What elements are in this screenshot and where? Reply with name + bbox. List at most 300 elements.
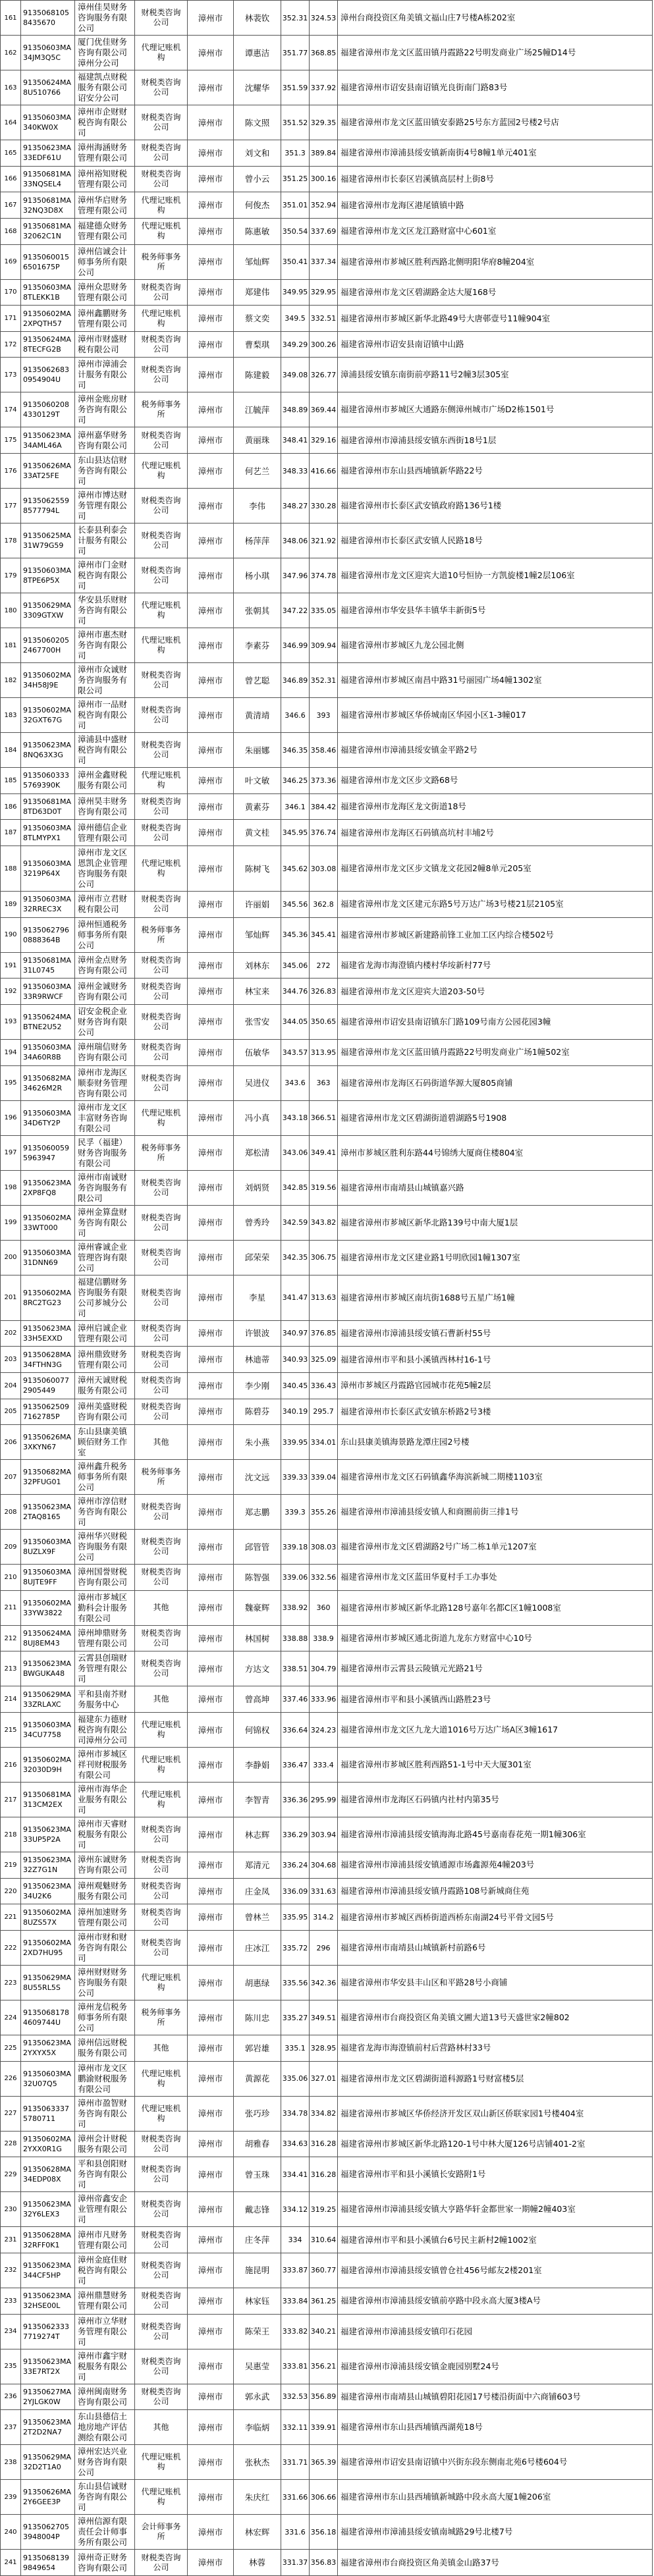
row-index: 238	[1, 2445, 21, 2480]
city: 漳州市	[188, 1878, 234, 1904]
table-row	[1, 1372, 653, 1399]
company-name: 漳州金鑫财税服务有限公司	[75, 768, 135, 794]
score-2: 376.85	[310, 1320, 338, 1347]
score-1: 343.18	[281, 1100, 310, 1135]
address: 福建省漳州市龙文区碧湖路2号广场二栋1单元1207室	[338, 1530, 653, 1565]
address: 福建省漳州市龙文区建业路1号明欣园1幢1307室	[338, 1240, 653, 1275]
address: 福建省漳州市诏安县南诏镇光良街南门路83号	[338, 70, 653, 105]
city: 漳州市	[188, 1100, 234, 1135]
city: 漳州市	[188, 1530, 234, 1565]
table-row	[1, 1783, 653, 1817]
score-2: 368.85	[310, 36, 338, 70]
address: 福建省漳州市平和县小溪镇长安路附1号	[338, 2157, 653, 2192]
table-row	[1, 2550, 653, 2576]
row-index: 200	[1, 1240, 21, 1275]
address: 福建省漳州市漳浦县绥安镇丹霞路108号新城商住苑	[338, 1878, 653, 1904]
credit-code: 91350628MA32RFF0K1	[21, 2227, 75, 2253]
company-name: 漳州嘉华财务咨询有限公司	[75, 427, 135, 454]
address: 福建省漳州市龙文区迎宾大道203-50号	[338, 979, 653, 1005]
city: 漳州市	[188, 2550, 234, 2576]
company-name: 福建信鹏财务咨询服务有限公司芗城分公司	[75, 1275, 135, 1320]
credit-code: 91350623MA344CF5HP	[21, 2253, 75, 2288]
score-1: 351.3	[281, 140, 310, 167]
address: 福建省漳州市龙文区碧湖街道碧湖路5号1908	[338, 1100, 653, 1135]
contact-person: 黄丽珠	[234, 427, 281, 454]
agency-type: 财税类咨询公司	[135, 698, 188, 733]
score-1: 333.82	[281, 2314, 310, 2349]
contact-person: 叶文敏	[234, 768, 281, 794]
score-1: 335.27	[281, 2000, 310, 2035]
city: 漳州市	[188, 1065, 234, 1100]
address: 福建省龙海市海澄镇前村后营路林村33号	[338, 2035, 653, 2062]
score-1: 351.77	[281, 36, 310, 70]
row-index: 208	[1, 1495, 21, 1530]
contact-person: 庄金凤	[234, 1878, 281, 1904]
contact-person: 庄冰江	[234, 1931, 281, 1966]
score-2: 337.34	[310, 244, 338, 279]
company-name: 漳州市博达财务管理有限公司	[75, 489, 135, 523]
table-row	[1, 2349, 653, 2384]
contact-person: 郑建伟	[234, 279, 281, 306]
contact-person: 郭永武	[234, 2384, 281, 2410]
company-name: 漳州帝鑫安企业管理有限公司	[75, 2192, 135, 2227]
contact-person: 陈川忠	[234, 2000, 281, 2035]
row-index: 184	[1, 733, 21, 768]
score-2: 373.36	[310, 768, 338, 794]
row-index: 216	[1, 1748, 21, 1783]
contact-person: 黄源花	[234, 2061, 281, 2096]
address: 漳州市芗城区丹霞路官园城市花苑5幢2层	[338, 1372, 653, 1399]
score-2: 334.01	[310, 1425, 338, 1460]
agency-type: 财税类咨询公司	[135, 1565, 188, 1591]
table-body	[1, 1, 653, 2576]
agency-type: 代理记账机构	[135, 1748, 188, 1783]
company-name: 漳州信远财税服务有限公司	[75, 2035, 135, 2062]
city: 漳州市	[188, 1240, 234, 1275]
contact-person: 江毓萍	[234, 392, 281, 427]
score-1: 338.51	[281, 1651, 310, 1686]
credit-code: 91350624MA8U510766	[21, 70, 75, 105]
table-row	[1, 1039, 653, 1065]
address: 福建省漳州市龙文区步文路68号	[338, 768, 653, 794]
address: 福建省漳州市漳浦县绥安镇曾仓社456号邮友2楼201室	[338, 2253, 653, 2288]
company-name: 漳州金诚财务咨询有限公司	[75, 979, 135, 1005]
company-name: 漳州财财财务咨询服务有限公司	[75, 1966, 135, 2000]
city: 漳州市	[188, 1817, 234, 1852]
table-row	[1, 36, 653, 70]
table-row	[1, 1931, 653, 1966]
table-row	[1, 892, 653, 918]
score-1: 348.33	[281, 454, 310, 489]
row-index: 172	[1, 331, 21, 358]
company-name: 漳州德信企业管理有限公司	[75, 820, 135, 846]
score-1: 331.37	[281, 2550, 310, 2576]
company-name: 厦门优佳财务咨询有限公司漳州分公司	[75, 36, 135, 70]
city: 漳州市	[188, 2384, 234, 2410]
table-row	[1, 1565, 653, 1591]
contact-person: 张巧珍	[234, 2096, 281, 2131]
address: 福建省漳州市龙文区建元东路5号万达广场3号楼21层2105室	[338, 892, 653, 918]
table-row	[1, 733, 653, 768]
score-2: 306.66	[310, 2480, 338, 2515]
score-2: 300.26	[310, 331, 338, 358]
contact-person: 杨萍萍	[234, 523, 281, 558]
credit-code: 91350625598577794L	[21, 489, 75, 523]
contact-person: 杨小琪	[234, 558, 281, 593]
city: 漳州市	[188, 140, 234, 167]
city: 漳州市	[188, 2410, 234, 2445]
contact-person: 邹灿辉	[234, 917, 281, 952]
company-name: 漳州华启财务管理有限公司	[75, 192, 135, 219]
score-2: 324.53	[310, 1, 338, 36]
agency-type: 代理记账机构	[135, 218, 188, 244]
company-name: 漳州坤鼎财务管理有限公司	[75, 1625, 135, 1651]
agency-type: 代理记账机构	[135, 846, 188, 892]
table-row	[1, 558, 653, 593]
agency-type: 财税类咨询公司	[135, 1625, 188, 1651]
score-1: 343.06	[281, 1135, 310, 1170]
city: 漳州市	[188, 1651, 234, 1686]
score-2: 342.36	[310, 1966, 338, 2000]
company-name: 漳州市海华企业服务有限公司	[75, 1783, 135, 1817]
contact-person: 曾高坤	[234, 1686, 281, 1713]
credit-code: 91350600595963947	[21, 1135, 75, 1170]
city: 漳州市	[188, 1686, 234, 1713]
company-name: 漳州启诚企业管理有限公司	[75, 1320, 135, 1347]
company-name: 漳州市淳信财务咨询有限公司	[75, 1495, 135, 1530]
table-row	[1, 1651, 653, 1686]
score-1: 345.62	[281, 846, 310, 892]
agency-type: 财税类咨询公司	[135, 663, 188, 698]
agency-type: 财税类咨询公司	[135, 793, 188, 820]
address: 福建省龙海市海澄镇内楼村华垵新村77号	[338, 952, 653, 979]
address: 福建省漳州市漳浦县绥安镇人和商圈前街三排1号	[338, 1495, 653, 1530]
address: 福建省漳州市南靖县山城镇碧阳花园17号楼沿街面中六商铺603号	[338, 2384, 653, 2410]
city: 漳州市	[188, 1039, 234, 1065]
score-2: 384.42	[310, 793, 338, 820]
address: 福建省漳州市华安县丰山区和平路28号小商铺	[338, 1966, 653, 2000]
score-2: 295.99	[310, 1783, 338, 1817]
row-index: 204	[1, 1372, 21, 1399]
table-row	[1, 306, 653, 332]
score-2: 365.39	[310, 2445, 338, 2480]
company-name: 华安县乐财财务咨询有限公司	[75, 593, 135, 628]
contact-person: 庄冬萍	[234, 2227, 281, 2253]
city: 漳州市	[188, 820, 234, 846]
score-2: 337.92	[310, 70, 338, 105]
credit-code: 91350623MA32Y6LEX3	[21, 2192, 75, 2227]
table-row	[1, 846, 653, 892]
row-index: 196	[1, 1100, 21, 1135]
contact-person: 曾秀玲	[234, 1205, 281, 1240]
agency-type: 财税类咨询公司	[135, 2349, 188, 2384]
company-name: 漳州闽南财务咨询有限公司	[75, 2384, 135, 2410]
city: 漳州市	[188, 192, 234, 219]
row-index: 164	[1, 105, 21, 140]
company-name: 漳州众思财务管理有限公司	[75, 279, 135, 306]
contact-person: 刘文和	[234, 140, 281, 167]
score-2: 306.75	[310, 1240, 338, 1275]
city: 漳州市	[188, 628, 234, 663]
address: 福建省漳州市东山县西埔镇西湖苑18号	[338, 2410, 653, 2445]
contact-person: 许银波	[234, 1320, 281, 1347]
address: 福建省漳州市龙文区碧湖路金达大厦168号	[338, 279, 653, 306]
contact-person: 黄文桂	[234, 820, 281, 846]
credit-code: 91350627960888364B	[21, 917, 75, 952]
agency-type: 代理记账机构	[135, 1783, 188, 1817]
credit-code: 91350626830954904U	[21, 358, 75, 392]
agency-type: 会计师事务所	[135, 2515, 188, 2550]
score-2: 366.51	[310, 1100, 338, 1135]
row-index: 237	[1, 2410, 21, 2445]
score-1: 339.95	[281, 1425, 310, 1460]
table-row	[1, 1, 653, 36]
row-index: 175	[1, 427, 21, 454]
credit-code: 91350682MA32PFUG01	[21, 1460, 75, 1495]
credit-code: 91350603MA8UJTE9FF	[21, 1565, 75, 1591]
agency-type: 财税类咨询公司	[135, 1240, 188, 1275]
score-1: 335.1	[281, 2035, 310, 2062]
score-2: 326.83	[310, 979, 338, 1005]
row-index: 220	[1, 1878, 21, 1904]
agency-type: 财税类咨询公司	[135, 820, 188, 846]
table-row	[1, 2480, 653, 2515]
address: 福建省漳州市漳浦县绥安镇南城路29号北楼7号	[338, 2515, 653, 2550]
city: 漳州市	[188, 489, 234, 523]
row-index: 166	[1, 166, 21, 192]
table-row	[1, 1966, 653, 2000]
score-1: 340.93	[281, 1347, 310, 1373]
credit-code: 91350600156501675P	[21, 244, 75, 279]
row-index: 241	[1, 2550, 21, 2576]
row-index: 171	[1, 306, 21, 332]
agency-type: 代理记账机构	[135, 306, 188, 332]
agency-type: 财税类咨询公司	[135, 1320, 188, 1347]
row-index: 212	[1, 1625, 21, 1651]
score-2: 329.16	[310, 427, 338, 454]
contact-person: 张朝其	[234, 593, 281, 628]
score-1: 333.87	[281, 2253, 310, 2288]
agency-type: 财税类咨询公司	[135, 1065, 188, 1100]
address: 福建省漳州市龙文区九龙大道1016号万达广场A区3幢1617	[338, 1713, 653, 1748]
score-2: 340.21	[310, 2314, 338, 2349]
city: 漳州市	[188, 2131, 234, 2157]
contact-person: 吴进仪	[234, 1065, 281, 1100]
address: 福建省漳州市东山县西埔镇新华路22号	[338, 454, 653, 489]
city: 漳州市	[188, 2192, 234, 2227]
credit-code: 91350624MA8TECFG2B	[21, 331, 75, 358]
table-row	[1, 2131, 653, 2157]
city: 漳州市	[188, 2000, 234, 2035]
score-2: 310.64	[310, 2227, 338, 2253]
row-index: 218	[1, 1817, 21, 1852]
credit-code: 91350603MA32U07Q5	[21, 2061, 75, 2096]
row-index: 203	[1, 1347, 21, 1373]
address: 福建省漳州市龙海区石码镇内社村内第35号	[338, 1783, 653, 1817]
row-index: 236	[1, 2384, 21, 2410]
company-name: 漳州市企财财税咨询有限公司	[75, 105, 135, 140]
table-row	[1, 1625, 653, 1651]
contact-person: 林家钰	[234, 2288, 281, 2314]
score-2: 416.66	[310, 454, 338, 489]
city: 漳州市	[188, 1625, 234, 1651]
company-name: 诏安金税企业财务咨询有限公司	[75, 1004, 135, 1039]
credit-code: 91350603MA34JM3Q5C	[21, 36, 75, 70]
score-2: 309.94	[310, 628, 338, 663]
score-2: 352.94	[310, 192, 338, 219]
company-name: 漳州海涵财务管理有限公司	[75, 140, 135, 167]
credit-code: 91350623337719274T	[21, 2314, 75, 2349]
score-1: 336.24	[281, 1852, 310, 1879]
agency-type: 税务师事务所	[135, 392, 188, 427]
company-name: 东山县达信财务咨询有限公司	[75, 454, 135, 489]
company-name: 平和县南芥财务服务中心	[75, 1686, 135, 1713]
contact-person: 胡惠绿	[234, 1966, 281, 2000]
address: 福建省漳州市芗城区九龙公园北侧	[338, 628, 653, 663]
city: 漳州市	[188, 846, 234, 892]
company-name: 漳州市财盛财税有限公司	[75, 331, 135, 358]
row-index: 191	[1, 952, 21, 979]
score-2: 319.56	[310, 1170, 338, 1205]
address: 福建省漳州市漳浦县绥安镇金平路2号	[338, 733, 653, 768]
city: 漳州市	[188, 979, 234, 1005]
score-2: 352.31	[310, 663, 338, 698]
address: 福建省漳州市漳浦县绥安镇海海北路45号嘉南春花苑一期1幢306室	[338, 1817, 653, 1852]
city: 漳州市	[188, 952, 234, 979]
row-index: 223	[1, 1966, 21, 2000]
credit-code: 91350603MA8TLMYPX1	[21, 820, 75, 846]
score-2: 304.79	[310, 1651, 338, 1686]
company-name: 东山县康美镇顾佰财务工作室	[75, 1425, 135, 1460]
table-row	[1, 1170, 653, 1205]
credit-code: 91350602MA33WT000	[21, 1205, 75, 1240]
contact-person: 林迪蒂	[234, 1347, 281, 1373]
row-index: 229	[1, 2157, 21, 2192]
agency-type: 财税类咨询公司	[135, 279, 188, 306]
score-2: 343.82	[310, 1205, 338, 1240]
contact-person: 陈树飞	[234, 846, 281, 892]
city: 漳州市	[188, 733, 234, 768]
contact-person: 李素芬	[234, 628, 281, 663]
contact-person: 刘林东	[234, 952, 281, 979]
score-2: 369.44	[310, 392, 338, 427]
company-name: 漳州市漳浦会计服务有限公司	[75, 358, 135, 392]
company-name: 漳州市鑫宇财税服务有限公司	[75, 2349, 135, 2384]
score-1: 344.76	[281, 979, 310, 1005]
credit-code: 91350629MA33ZRLAXC	[21, 1686, 75, 1713]
table-row	[1, 2035, 653, 2062]
contact-person: 魏豪辉	[234, 1590, 281, 1625]
city: 漳州市	[188, 1347, 234, 1373]
score-2: 329.35	[310, 105, 338, 140]
company-name: 漳州市财和财务咨询有限公司	[75, 1931, 135, 1966]
table-row	[1, 1004, 653, 1039]
company-name: 漳州加速财务管理有限公司	[75, 1904, 135, 1931]
score-2: 356.18	[310, 2515, 338, 2550]
score-2: 360.77	[310, 2253, 338, 2288]
table-row	[1, 917, 653, 952]
score-2: 349.41	[310, 1135, 338, 1170]
score-1: 345.36	[281, 917, 310, 952]
score-2: 304.68	[310, 1852, 338, 1879]
city: 漳州市	[188, 768, 234, 794]
agency-type: 财税类咨询公司	[135, 1399, 188, 1425]
company-name: 东山县信诚财务咨询有限公司	[75, 2480, 135, 2515]
table-row	[1, 1135, 653, 1170]
address: 漳州市芗城区胜利东路44号锦绣大厦商住楼804室	[338, 1135, 653, 1170]
contact-person: 张雪安	[234, 1004, 281, 1039]
credit-code: 91350603MA31DNN69	[21, 1240, 75, 1275]
credit-code: 91350623MA2T2D2NA7	[21, 2410, 75, 2445]
credit-code: 91350626MA33AT25FE	[21, 454, 75, 489]
row-index: 181	[1, 628, 21, 663]
score-1: 350.54	[281, 218, 310, 244]
city: 漳州市	[188, 523, 234, 558]
company-name: 漳浦县中盛财税咨询有限公司	[75, 733, 135, 768]
agency-type: 财税类咨询公司	[135, 331, 188, 358]
city: 漳州市	[188, 166, 234, 192]
table-row	[1, 628, 653, 663]
score-2: 339.04	[310, 1460, 338, 1495]
credit-code: 91350681MA33NQSEL4	[21, 166, 75, 192]
row-index: 179	[1, 558, 21, 593]
address: 福建省漳州市芗城区南坑街1688号五星广场1幢	[338, 1275, 653, 1320]
city: 漳州市	[188, 1399, 234, 1425]
table-row	[1, 2515, 653, 2550]
score-1: 349.5	[281, 306, 310, 332]
contact-person: 林裴钦	[234, 1, 281, 36]
score-1: 332.53	[281, 2384, 310, 2410]
address: 福建省漳州市漳浦县绥安镇大亨路华轩金都世家一期幢2幢403室	[338, 2192, 653, 2227]
row-index: 183	[1, 698, 21, 733]
row-index: 190	[1, 917, 21, 952]
row-index: 174	[1, 392, 21, 427]
table-row	[1, 1530, 653, 1565]
credit-code: 91350681MA32NQ3D8X	[21, 192, 75, 219]
table-row	[1, 2227, 653, 2253]
credit-code: 91350602MA32030D9H	[21, 1748, 75, 1783]
address: 漳浦县绥安镇东南街前亭路11号2幢3层305室	[338, 358, 653, 392]
agency-type: 财税类咨询公司	[135, 1931, 188, 1966]
score-1: 331.66	[281, 2480, 310, 2515]
contact-person: 李智青	[234, 1783, 281, 1817]
score-1: 338.88	[281, 1625, 310, 1651]
city: 漳州市	[188, 1425, 234, 1460]
credit-code: 91350603335769390K	[21, 768, 75, 794]
agency-type: 财税类咨询公司	[135, 1495, 188, 1530]
address: 福建省漳州市芗城区通北街道九龙东方财富中心10号	[338, 1625, 653, 1651]
credit-code: 91350681784609744U	[21, 2000, 75, 2035]
contact-person: 谭惠洁	[234, 36, 281, 70]
credit-code: 91350603MA34A60R8B	[21, 1039, 75, 1065]
company-name: 漳州东诚财务咨询有限公司	[75, 1852, 135, 1879]
address: 福建省漳州市漳浦县绥安镇东西街18号1层	[338, 427, 653, 454]
credit-code: 91350602MA2XD7HU95	[21, 1931, 75, 1966]
agency-type: 代理记账机构	[135, 593, 188, 628]
company-name: 福建凯点财税服务有限公司诏安分公司	[75, 70, 135, 105]
city: 漳州市	[188, 1135, 234, 1170]
agency-type: 财税类咨询公司	[135, 2384, 188, 2410]
score-1: 336.09	[281, 1878, 310, 1904]
credit-code: 91350623MA33E7RT2X	[21, 2349, 75, 2384]
credit-code: 91350623MA33UP5P2A	[21, 1817, 75, 1852]
credit-code: 91350623MA34U2K6	[21, 1878, 75, 1904]
city: 漳州市	[188, 279, 234, 306]
table-row	[1, 2253, 653, 2288]
score-1: 343.57	[281, 1039, 310, 1065]
contact-person: 李少刚	[234, 1372, 281, 1399]
credit-code: 91350682MA34626M2R	[21, 1065, 75, 1100]
